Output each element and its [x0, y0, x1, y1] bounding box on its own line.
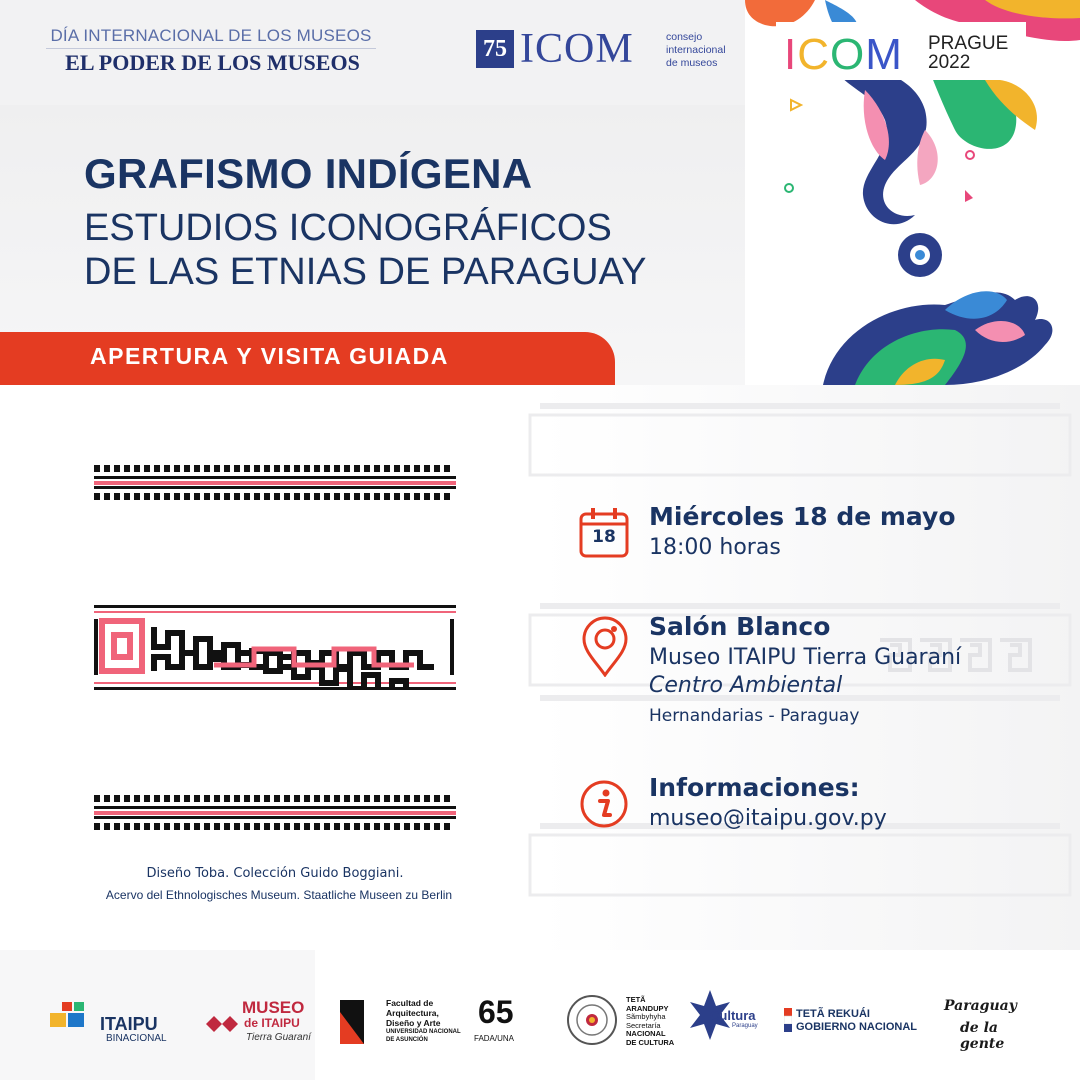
- icom-75-logo: [476, 26, 736, 72]
- icom-75-number: 75: [476, 30, 514, 68]
- paraguay-gente-logo: [944, 998, 1044, 1052]
- prague-city: PRAGUE: [928, 33, 1009, 54]
- gobierno-nacional-logo: [784, 1006, 934, 1036]
- prague-year-text: [928, 34, 1008, 72]
- toba-pattern-top: [94, 465, 456, 500]
- main-title: GRAFISMO INDÍGENA: [84, 150, 533, 197]
- icom-prague-logo: ICOM: [784, 30, 903, 79]
- caption-source: Acervo del Ethnologisches Museum. Staatliche Museen zu Berlin: [105, 888, 453, 902]
- icom-description: [666, 31, 726, 70]
- icom-desc-line: consejo: [666, 31, 703, 43]
- teta-line: ARANDUPY: [626, 1003, 669, 1013]
- teta-line: TETÃ: [626, 995, 646, 1004]
- itaipu-name: ITAIPU: [100, 1014, 158, 1034]
- fada-line: Facultad de: [386, 998, 434, 1008]
- info-icon: [578, 778, 630, 830]
- dia-internacional-text: DÍA INTERNACIONAL DE LOS MUSEOS: [50, 26, 372, 45]
- seal-icon: [566, 994, 618, 1046]
- gobierno-text: [796, 1008, 917, 1034]
- fada-mark-icon: [340, 1000, 370, 1044]
- event-time: 18:00 horas: [649, 535, 781, 560]
- gobierno-line: TETÃ REKUÁI: [796, 1008, 870, 1020]
- cultura-sub: Paraguay: [732, 1023, 758, 1029]
- museo-itaipu-logo: [204, 998, 314, 1048]
- fada-logo: [340, 998, 470, 1048]
- museo-sub: Tierra Guaraní: [246, 1032, 311, 1043]
- secretaria-line: Secretaría: [626, 1020, 661, 1030]
- flag-icon: [784, 1008, 792, 1032]
- center-name: Centro Ambiental: [649, 673, 843, 698]
- fada-65-mark: 65: [478, 994, 514, 1030]
- fada-name: [386, 998, 461, 1044]
- itaipu-sub: BINACIONAL: [106, 1033, 167, 1044]
- paraguay-seal: [566, 994, 622, 1050]
- museum-name: Museo ITAIPU Tierra Guaraní: [649, 645, 962, 670]
- museo-mark-icon: [204, 1006, 240, 1042]
- location-pin-icon: [580, 615, 630, 677]
- subtitle-line: DE LAS ETNIAS DE PARAGUAY: [84, 251, 647, 293]
- museo-title: MUSEO: [242, 998, 305, 1017]
- secretaria-line: NACIONAL: [626, 1029, 666, 1038]
- secretaria-cultura-logo: [626, 996, 676, 1046]
- fada-una-line: DE ASUNCIÓN: [386, 1037, 428, 1043]
- fada-line: Arquitectura,: [386, 1008, 439, 1018]
- city-name: Hernandarias - Paraguay: [649, 706, 860, 726]
- caption-design: Diseño Toba. Colección Guido Boggiani.: [146, 866, 404, 881]
- subtitle: [84, 206, 646, 294]
- itaipu-mark-icon: [46, 1002, 102, 1032]
- cultura-name: Cultura: [710, 1008, 756, 1023]
- gente-word: de la gente: [960, 1020, 1005, 1052]
- icom-desc-line: internacional: [666, 44, 726, 56]
- gobierno-line: GOBIERNO NACIONAL: [796, 1021, 917, 1033]
- museo-de: de ITAIPU: [244, 1016, 300, 1030]
- fada-line: Diseño y Arte: [386, 1018, 441, 1028]
- teta-line: Sãmbyhyha: [626, 1012, 666, 1021]
- venue-name: Salón Blanco: [649, 612, 831, 641]
- secretaria-line: DE CULTURA: [626, 1037, 675, 1047]
- prague-year: 2022: [928, 52, 971, 73]
- banner-label: APERTURA Y VISITA GUIADA: [90, 343, 449, 369]
- poder-museos-text: EL PODER DE LOS MUSEOS: [65, 50, 360, 75]
- toba-pattern-bottom: [94, 795, 456, 830]
- header-divider: [46, 48, 376, 49]
- icom-word: ICOM: [520, 26, 634, 72]
- fada-una-line: UNIVERSIDAD NACIONAL: [386, 1029, 461, 1035]
- icom-desc-line: de museos: [666, 57, 718, 69]
- contact-email[interactable]: museo@itaipu.gov.py: [649, 806, 887, 831]
- fada-una-label: FADA/UNA: [474, 1034, 515, 1043]
- calendar-day: 18: [592, 527, 616, 547]
- paraguay-word: Paraguay: [944, 998, 1017, 1014]
- subtitle-line: ESTUDIOS ICONOGRÁFICOS: [84, 207, 612, 249]
- event-date: Miércoles 18 de mayo: [649, 502, 956, 531]
- fada-una-logo: [474, 994, 522, 1050]
- info-label: Informaciones:: [649, 773, 860, 802]
- cultura-paraguay-logo: [688, 988, 770, 1048]
- toba-pattern-middle: [94, 605, 456, 690]
